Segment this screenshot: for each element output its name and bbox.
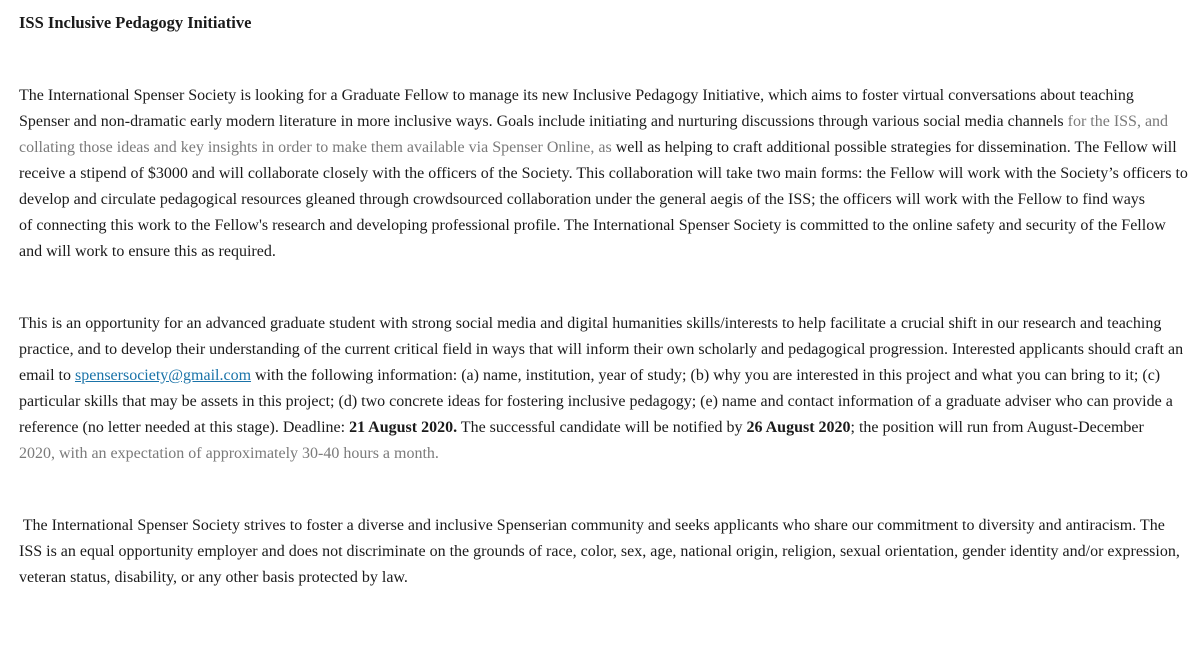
notification-date: 26 August 2020 [746,419,851,436]
text-run: The successful candidate will be notified by [457,419,747,436]
text-line: The International Spenser Society is looking for a Graduate Fellow to manage its new Inclusive Pedagogy Initiative, which aims to foster virtual conversations about teaching [19,87,1134,104]
paragraph-equal-opportunity [19,513,1195,591]
text-run: well as helping to craft additional possible strategies for dissemination. The Fellow will [611,139,1177,156]
text-run: Spenser and non-dramatic early modern literature in more inclusive ways. Goals include initiating and nurturing discussions through various social media channels [19,113,1068,130]
text-line [19,109,1195,135]
text-run-gray: for the ISS, and [1067,113,1169,130]
text-line: develop and circulate pedagogical resources gleaned through crowdsourced collaboration under the general aegis of the ISS; the officers will work with the Fellow to find ways [19,191,1146,208]
paragraph-fellowship-description [19,83,1195,265]
paragraph-application-instructions [19,311,1195,467]
text-line: veteran status, disability, or any other basis protected by law. [19,569,408,586]
text-line: The International Spenser Society strives to foster a diverse and inclusive Spenserian community and seeks applicants who share our commitment to diversity and antiracism. The [19,517,1165,534]
text-run: ; the position will run from August-December [850,419,1144,436]
text-line: and will work to ensure this as required. [19,243,276,260]
document-title: ISS Inclusive Pedagogy Initiative [19,13,252,32]
text-line: particular skills that may be assets in this project; (d) two concrete ideas for fostering inclusive pedagogy; (e) name and contact information of a graduate adviser who can provide a [19,393,1173,410]
text-run: with the following information: (a) name, institution, year of study; (b) why you are interested in this project and what you can bring to it; (c) [251,367,1161,384]
text-line [19,363,1195,389]
text-run: reference (no letter needed at this stage). Deadline: [19,419,350,436]
text-run-gray: 2020, [19,445,55,462]
deadline-date: 21 August 2020. [349,419,458,436]
text-line: practice, and to develop their understanding of the current critical field in ways that will inform their own scholarly and pedagogical progression. Interested applicants should craft an [19,341,1184,358]
text-line: ISS is an equal opportunity employer and does not discriminate on the grounds of race, color, sex, age, national origin, religion, sexual orientation, gender identity and/or expression, [19,543,1180,560]
text-run-gray: with an expectation of approximately 30-40 hours a month. [55,445,439,462]
text-line: receive a stipend of $3000 and will collaborate closely with the officers of the Society. This collaboration will take two main forms: the Fellow will work with the Society’s officers to [19,165,1188,182]
text-line [19,135,1195,161]
text-line: of connecting this work to the Fellow's research and developing professional profile. The International Spenser Society is committed to the online safety and security of the Fellow [19,217,1166,234]
email-link[interactable]: spensersociety@gmail.com [74,367,252,384]
text-run-gray: collating those ideas and key insights in order to make them available via Spenser Online, as [19,139,612,156]
text-line [19,415,1195,441]
text-line [19,441,1195,467]
text-line: This is an opportunity for an advanced graduate student with strong social media and digital humanities skills/interests to help facilitate a crucial shift in our research and teaching [19,315,1162,332]
text-run: email to [19,367,75,384]
